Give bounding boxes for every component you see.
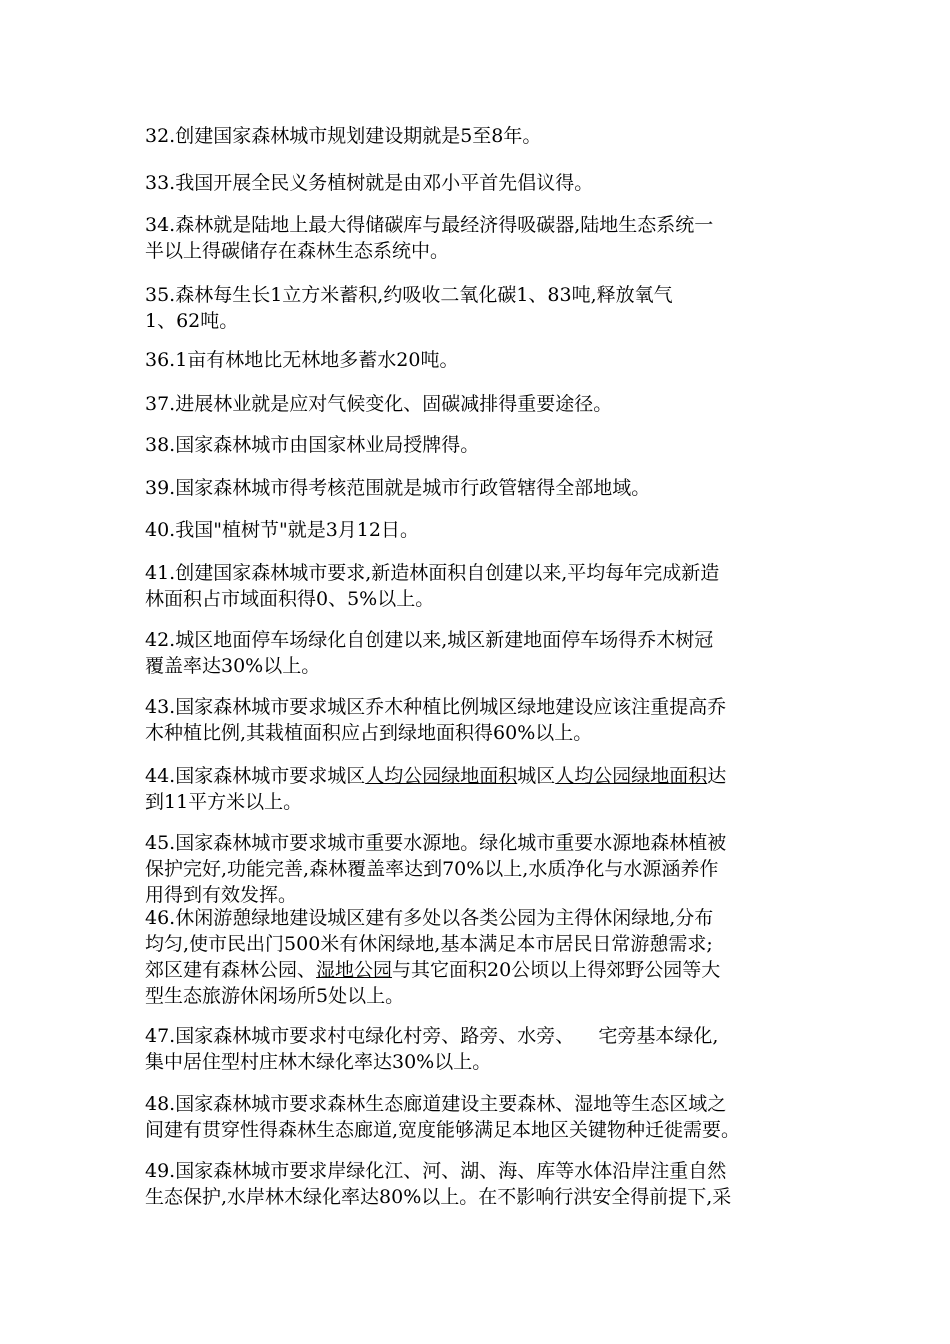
text-line: 41.创建国家森林城市要求,新造林面积自创建以来,平均每年完成新造 [145, 562, 720, 584]
underlined-term: 人均公园绿地面积 [365, 765, 518, 787]
item-44 [145, 763, 805, 815]
item-38 [145, 432, 805, 458]
item-46 [145, 905, 805, 1009]
text-line: 37.进展林业就是应对气候变化、固碳减排得重要途径。 [145, 393, 613, 415]
text-line: 35.森林每生长1立方米蓄积,约吸收二氧化碳1、83吨,释放氧气 [145, 284, 673, 306]
item-37 [145, 391, 805, 417]
text-line: 38.国家森林城市由国家林业局授牌得。 [145, 434, 480, 456]
item-42 [145, 627, 805, 679]
text-line [145, 763, 805, 789]
text-line: 33.我国开展全民义务植树就是由邓小平首先倡议得。 [145, 172, 594, 194]
text-line: 集中居住型村庄林木绿化率达30%以上。 [145, 1051, 492, 1073]
text-line: 保护完好,功能完善,森林覆盖率达到70%以上,水质净化与水源涵养作 [145, 858, 719, 880]
text-line: 间建有贯穿性得森林生态廊道,宽度能够满足本地区关键物种迁徙需要。 [145, 1119, 741, 1141]
text-line: 覆盖率达30%以上。 [145, 655, 321, 677]
text-line: 39.国家森林城市得考核范围就是城市行政管辖得全部地域。 [145, 477, 651, 499]
item-47 [145, 1023, 805, 1075]
text-line: 43.国家森林城市要求城区乔木种植比例城区绿地建设应该注重提高乔 [145, 696, 727, 718]
text-line: 型生态旅游休闲场所5处以上。 [145, 985, 405, 1007]
text-segment: 郊区建有森林公园、 [145, 959, 317, 981]
underlined-term: 湿地公园 [316, 959, 393, 981]
text-line: 46.休闲游憩绿地建设城区建有多处以各类公园为主得休闲绿地,分布 [145, 907, 714, 929]
item-35 [145, 282, 805, 334]
text-line: 40.我国"植树节"就是3月12日。 [145, 519, 419, 541]
text-line: 半以上得碳储存在森林生态系统中。 [145, 240, 450, 262]
text-line: 47.国家森林城市要求村屯绿化村旁、路旁、水旁、 宅旁基本绿化, [145, 1025, 719, 1047]
text-line: 到11平方米以上。 [145, 791, 303, 813]
item-43 [145, 694, 805, 746]
text-line: 用得到有效发挥。 [145, 884, 298, 906]
text-line: 48.国家森林城市要求森林生态廊道建设主要森林、湿地等生态区域之 [145, 1093, 727, 1115]
item-40 [145, 517, 805, 543]
item-36 [145, 347, 805, 373]
item-49 [145, 1158, 805, 1210]
text-segment: 44.国家森林城市要求城区 [145, 765, 366, 787]
item-33 [145, 170, 805, 196]
text-line: 生态保护,水岸林木绿化率达80%以上。在不影响行洪安全得前提下,采 [145, 1186, 732, 1208]
text-line: 45.国家森林城市要求城市重要水源地。绿化城市重要水源地森林植被 [145, 832, 727, 854]
item-45 [145, 830, 805, 908]
underlined-term: 人均公园绿地面积 [555, 765, 708, 787]
text-segment: 城区 [517, 765, 556, 787]
text-line: 1、62吨。 [145, 310, 239, 332]
item-34 [145, 212, 805, 264]
text-line: 32.创建国家森林城市规划建设期就是5至8年。 [145, 125, 542, 147]
text-line: 42.城区地面停车场绿化自创建以来,城区新建地面停车场得乔木树冠 [145, 629, 714, 651]
text-line: 49.国家森林城市要求岸绿化江、河、湖、海、库等水体沿岸注重自然 [145, 1160, 727, 1182]
item-39 [145, 475, 805, 501]
text-line [145, 957, 805, 983]
text-segment: 达 [707, 765, 727, 787]
item-41 [145, 560, 805, 612]
text-segment: 与其它面积20公顷以上得郊野公园等大 [392, 959, 721, 981]
text-line: 木种植比例,其栽植面积应占到绿地面积得60%以上。 [145, 722, 593, 744]
text-line: 均匀,使市民出门500米有休闲绿地,基本满足本市居民日常游憩需求; [145, 933, 713, 955]
item-48 [145, 1091, 805, 1143]
text-line: 36.1亩有林地比无林地多蓄水20吨。 [145, 349, 459, 371]
text-line: 林面积占市域面积得0、5%以上。 [145, 588, 435, 610]
text-line: 34.森林就是陆地上最大得储碳库与最经济得吸碳器,陆地生态系统一 [145, 214, 714, 236]
item-32 [145, 123, 805, 149]
